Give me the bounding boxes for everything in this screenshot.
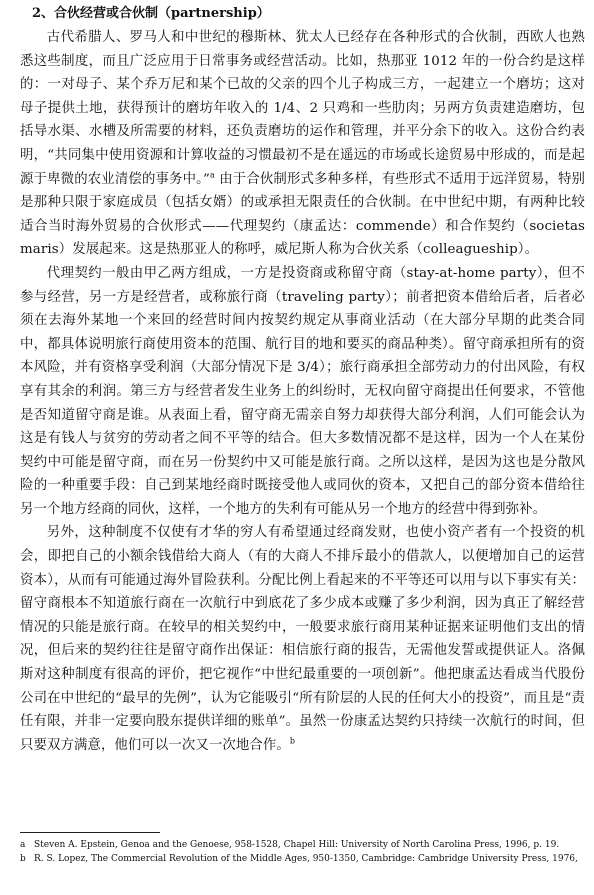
footnote-text: Steven A. Epstein, Genoa and the Genoese, 958-1528, Chapel Hill: University of North Carolina Press, 1996, p. 19. — [34, 840, 560, 850]
footnote-ref-a[interactable]: a — [209, 170, 215, 180]
body-text — [20, 26, 585, 757]
paragraph-partnership-intro — [20, 26, 585, 262]
footnote-b — [20, 852, 585, 866]
paragraph-text: 古代希腊人、罗马人和中世纪的穆斯林、犹太人已经存在各种形式的合伙制，西欧人也熟悉这些制度，而且广泛应用于日常事务或经营活动。比如，热那亚 1012 年的一份合约是这样的：一对母子、某个乔万尼和某个已故的父亲的四个儿子构成三方，一起建立一个磨坊；这对母子提供土地，获得预计的磨坊年收入的 1/4、2 只鸡和一些肋肉；另两方负责建造磨坊，包括导水渠、水槽及所需要的材料，还负责磨坊的运作和管理，并平分余下的收入。这份合约表明，“共同集中使用资源和计算收益的习惯最初不是在遥远的市场或长途贸易中形成的，而是起源于卑微的农业清偿的事务中。” — [20, 30, 585, 187]
footnote-ref-b[interactable]: b — [289, 736, 296, 746]
footnote-mark: b — [20, 854, 26, 864]
footnote-mark: a — [20, 840, 26, 850]
section-heading: 2、合伙经营或合伙制（partnership） — [32, 6, 270, 21]
paragraph-text-continued: 由于合伙制形式多种多样，有些形式不适用于远洋贸易，特别是那种只限于家庭成员（包括女婿）的或承担无限责任的合伙制。在中世纪中期，有两种比较适合当时海外贸易的合伙形式——代理契约（康孟达：commende）和合作契约（societas maris）发展起来。这是热那亚人的称呼，威尼斯人称为合伙关系（colleagueship）。 — [20, 171, 585, 258]
paragraph-small-investors — [20, 521, 585, 757]
footnote-a — [20, 838, 585, 852]
paragraph-commenda — [20, 262, 585, 522]
footnote-divider — [20, 832, 160, 833]
paragraph-text: 另外，这种制度不仅使有才华的穷人有希望通过经商发财，也使小资产者有一个投资的机会，即把自己的小额余钱借给大商人（有的大商人不排斥最小的借款人，以便增加自己的运营资本），从而有可能通过海外冒险获利。分配比例上看起来的不平等还可以用与以下事实有关：留守商根本不知道旅行商在一次航行中到底花了多少成本或赚了多少利润，因为真正了解经营情况的只能是旅行商。在较早的相关契约中，一般要求旅行商用某种证据来证明他们支出的情况，但后来的契约往往是留守商作出保证：相信旅行商的报告，无需他发誓或提供证人。洛佩斯对这种制度有很高的评价，把它视作“中世纪最重要的一项创新”。他把康孟达看成当代股份公司在中世纪的“最早的先例”，认为它能吸引“所有阶层的人民的任何大小的投资”，而且是“责任有限，并非一定要向股东提供详细的账单”。虽然一份康孟达契约只持续一次航行的时间，但只要双方满意，他们可以一次又一次地合作。 — [20, 525, 585, 753]
footnote-text: R. S. Lopez, The Commercial Revolution of the Middle Ages, 950-1350, Cambridge: Cambridge University Press, 1976, — [34, 854, 578, 864]
paragraph-text: 代理契约一般由甲乙两方组成，一方是投资商或称留守商（stay-at-home party），但不参与经营，另一方是经营者，或称旅行商（traveling party）；前者把资本借给后者，后者必须在去海外某地一个来回的经营时间内按契约规定从事商业活动（在大部分早期的此类合同中，都具体说明旅行商使用资本的范围、航行目的地和要买的商品种类）。留守商承担所有的资本风险，并有资格享受利润（大部分情况下是 3/4）；旅行商承担全部劳动力的付出风险，有权享有其余的利润。第三方与经营者发生业务上的纠纷时，无权向留守商提出任何要求，不管他是否知道留守商是谁。从表面上看，留守商无需亲自努力却获得大部分利润，人们可能会认为这是有钱人与贫穷的劳动者之间不平等的结合。但大多数情况都不是这样，因为一个人在某份契约中可能是留守商，而在另一份契约中又可能是旅行商。之所以这样，是因为这也是分散风险的一种重要手段：自己到某地经商时既接受他人或同伙的资本，又把自己的部分资本借给往另一个地方经商的同伙，这样，一个地方的失利有可能从另一个地方的经营中得到弥补。 — [20, 265, 585, 517]
footnotes — [20, 838, 585, 866]
